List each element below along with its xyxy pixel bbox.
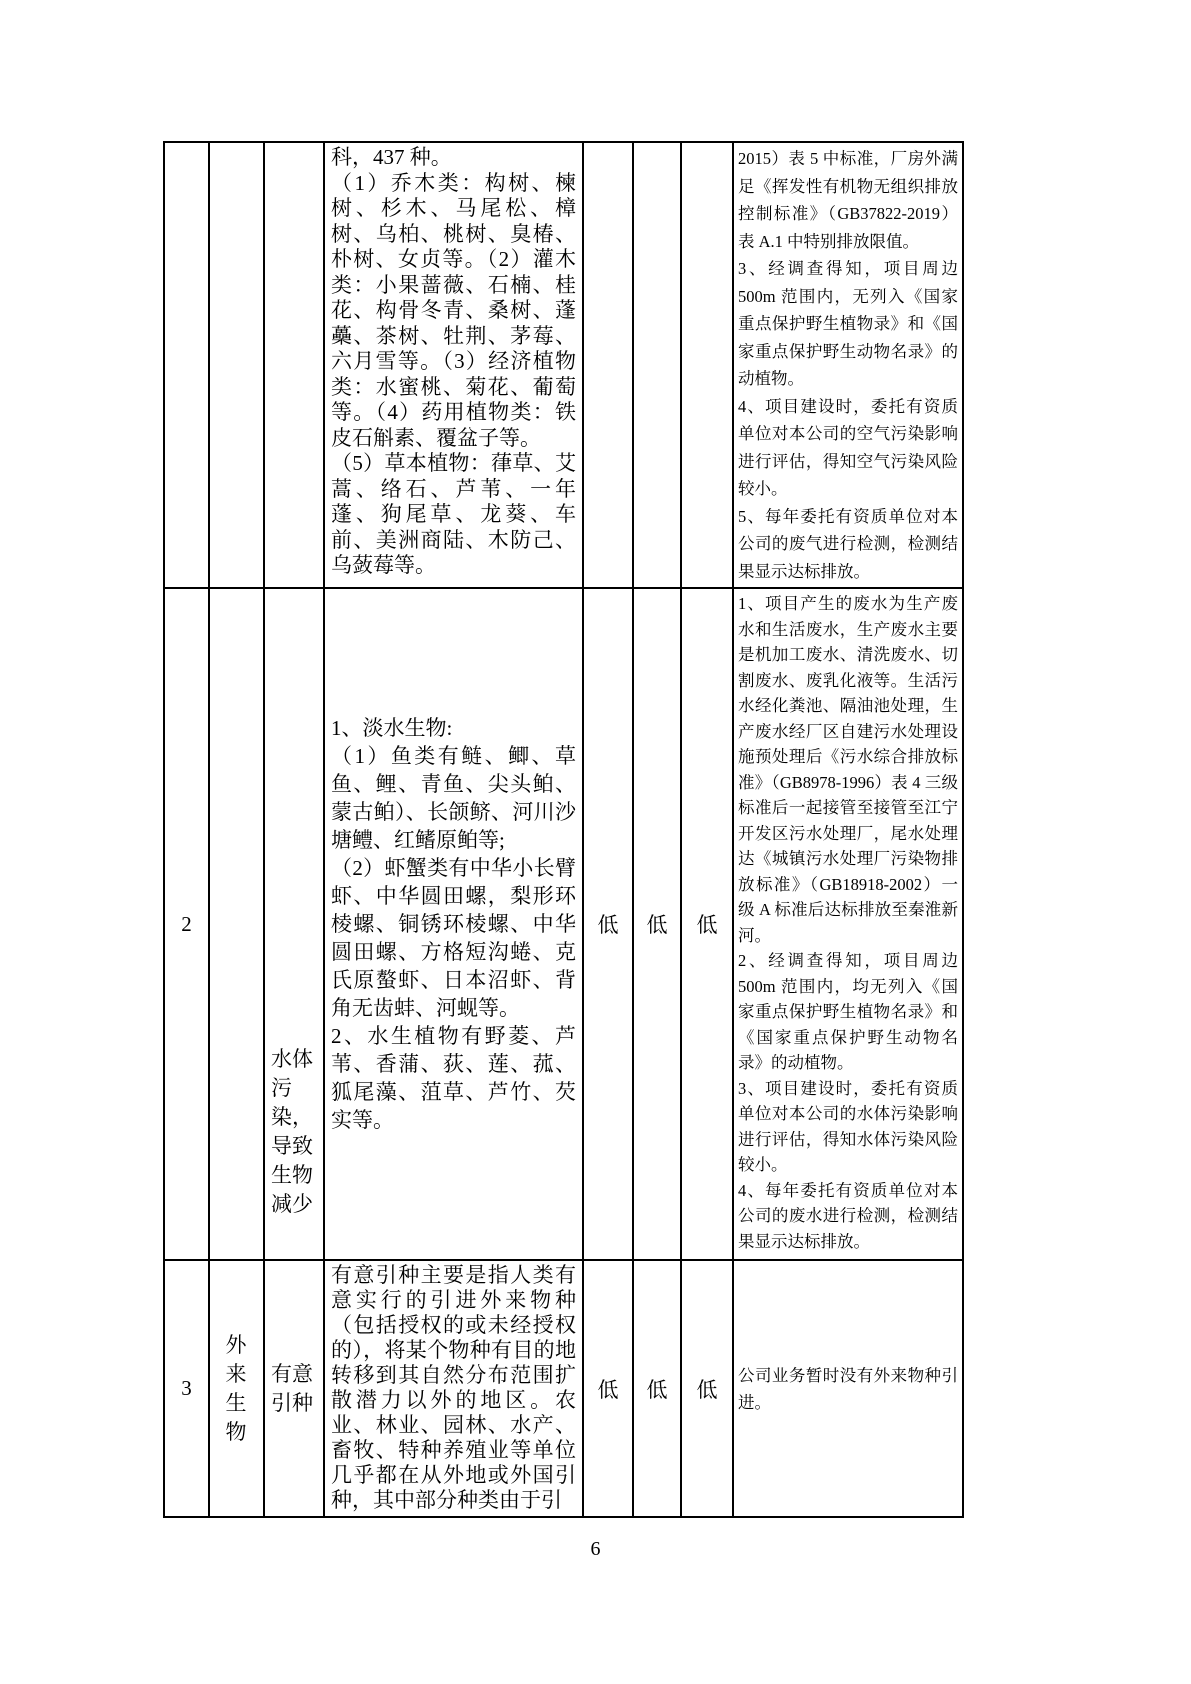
table-row (164, 1260, 963, 1517)
row1-description-cell (324, 142, 583, 588)
paragraph: 2、水生植物有野菱、芦苇、香蒲、荻、莲、菰、狐尾藻、菹草、芦竹、芡实等。 (331, 1024, 576, 1132)
paragraph: 5、每年委托有资质单位对本公司的废气进行检测，检测结果显示达标排放。 (738, 506, 958, 581)
paragraph: 有意引种主要是指人类有意实行的引进外来物种（包括授权的或未经授权的），将某个物种有目的地转移到其自然分布范围扩散潜力以外的地区。农业、林业、园林、水产、畜牧、特种养殖业等单位几乎都在从外地或外国引种，其中部分种类由于引 (331, 1263, 576, 1512)
row1-level-2-cell (633, 142, 681, 588)
row1-subcategory-cell (264, 142, 324, 588)
row2-description-cell (324, 588, 583, 1260)
row3-subcategory-cell (264, 1260, 324, 1517)
row2-measures-cell (733, 588, 963, 1260)
row3-level-1-cell: 低 (583, 1260, 633, 1517)
table-row (164, 142, 963, 588)
paragraph: 1、淡水生物: (331, 716, 453, 740)
row2-level-2-cell: 低 (633, 588, 681, 1260)
paragraph: 4、每年委托有资质单位对本公司的废水进行检测，检测结果显示达标排放。 (738, 1180, 958, 1251)
subcategory-label: 有意引种 (271, 1361, 313, 1415)
row3-level-2-cell: 低 (633, 1260, 681, 1517)
row3-level-3-cell: 低 (681, 1260, 733, 1517)
row2-level-1-cell: 低 (583, 588, 633, 1260)
paragraph: 2、经调查得知，项目周边 500m 范围内，均无列入《国家重点保护野生植物名录》和《国家重点保护野生动物名录》的动植物。 (738, 951, 958, 1072)
row2-subcategory-cell (264, 588, 324, 1260)
row1-category-cell (209, 142, 264, 588)
paragraph: （1）乔木类：构树、楝树、杉木、马尾松、樟树、乌柏、桃树、臭椿、朴树、女贞等。（2）灌木类：小果蔷薇、石楠、桂花、构骨冬青、桑树、蓬蘽、茶树、牡荆、茅莓、六月雪等。（3）经济植物类：水蜜桃、菊花、葡萄等。（4）药用植物类：铁皮石斛素、覆盆子等。 (331, 170, 576, 450)
paragraph: 公司业务暂时没有外来物种引进。 (738, 1365, 958, 1412)
paragraph: 3、项目建设时，委托有资质单位对本公司的水体污染影响进行评估，得知水体污染风险较小。 (738, 1078, 958, 1174)
page-number: 6 (590, 1538, 601, 1560)
paragraph: （2）虾蟹类有中华小长臂虾、中华圆田螺，梨形环棱螺、铜锈环棱螺、中华圆田螺、方格短沟蜷、克氏原螯虾、日本沼虾、背角无齿蚌、河蚬等。 (331, 856, 576, 1020)
row3-description-cell (324, 1260, 583, 1517)
paragraph: 3、经调查得知，项目周边 500m 范围内，无列入《国家重点保护野生植物录》和《国家重点保护野生动物名录》的动植物。 (738, 259, 958, 388)
paragraph: 4、项目建设时，委托有资质单位对本公司的空气污染影响进行评估，得知空气污染风险较小。 (738, 396, 958, 498)
row3-measures-cell (733, 1260, 963, 1517)
row1-level-1-cell (583, 142, 633, 588)
row2-number-cell: 2 (164, 588, 209, 1260)
subcategory-label: 水体污染，导致生物减少 (271, 1047, 313, 1216)
row1-level-3-cell (681, 142, 733, 588)
impact-assessment-table (163, 141, 964, 1518)
category-label: 外来生物 (225, 1332, 247, 1444)
row2-level-3-cell: 低 (681, 588, 733, 1260)
row1-measures-cell (733, 142, 963, 588)
paragraph: （1）鱼类有鲢、鲫、草鱼、鲤、青鱼、尖头鲌、蒙古鲌）、长颌鲚、河川沙塘鳢、红鳍原鲌等; (331, 744, 576, 852)
row1-number-cell (164, 142, 209, 588)
paragraph: （5）草本植物：葎草、艾蒿、络石、芦苇、一年蓬、狗尾草、龙葵、车前、美洲商陆、木防己、乌蔹莓等。 (331, 451, 576, 577)
table-row (164, 588, 963, 1260)
row3-number-cell: 3 (164, 1260, 209, 1517)
row2-category-cell (209, 588, 264, 1260)
paragraph: 科，437 种。 (331, 145, 452, 169)
row3-category-cell (209, 1260, 264, 1517)
paragraph: 2015）表 5 中标准，厂房外满足《挥发性有机物无组织排放控制标准》（GB37822-2019）表 A.1 中特别排放限值。 (738, 149, 958, 251)
paragraph: 1、项目产生的废水为生产废水和生活废水，生产废水主要是机加工废水、清洗废水、切割废水、废乳化液等。生活污水经化粪池、隔油池处理，生产废水经厂区自建污水处理设施预处理后《污水综合排放标准》（GB8978-1996）表 4 三级标准后一起接管至接管至江宁开发区污水处理厂，尾水处理达《城镇污水处理厂污染物排放标准》（GB18918-2002）一级 A 标准后达标排放至秦淮新河。 (738, 594, 958, 945)
